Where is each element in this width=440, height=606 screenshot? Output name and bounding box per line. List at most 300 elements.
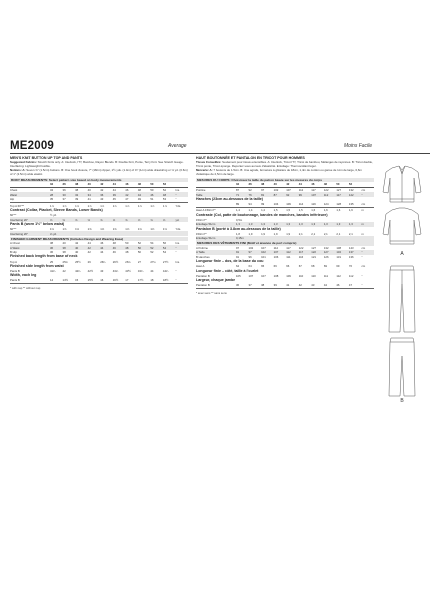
- cell: 48: [323, 182, 327, 187]
- cell: 52: [162, 188, 167, 193]
- row-label: Pantalon B: [196, 283, 210, 288]
- cell: 39: [75, 197, 79, 202]
- row-label: 60"**: [10, 227, 17, 232]
- pattern-code: ME2009: [10, 140, 55, 152]
- body-heading-en: BODY MEASUREMENTS: Select pattern size based on body measurements: [10, 178, 188, 182]
- cell: 135: [348, 202, 354, 207]
- cell: 25: [50, 259, 54, 264]
- row-label: 150cm**: [196, 217, 207, 222]
- cell: 42: [87, 250, 91, 255]
- row-label: Pants B: [10, 268, 20, 273]
- cell: 107: [286, 188, 291, 193]
- cell: 105: [236, 273, 241, 278]
- cell: ⅛ yd.: [50, 231, 57, 236]
- cell: 14: [50, 278, 54, 283]
- cell: 97: [236, 245, 240, 250]
- cell: 68: [311, 264, 315, 269]
- cell: 2,1: [323, 231, 328, 236]
- cell: 117: [311, 188, 316, 193]
- cell: 104: [273, 202, 279, 207]
- cell: 1,4: [261, 208, 265, 213]
- cell: 2,1: [348, 231, 353, 236]
- cell: 38: [261, 283, 265, 288]
- cell: 112: [286, 250, 291, 255]
- cell: 16: [100, 278, 104, 283]
- body-heading-fr: MESURES DU CORPS: Choisissez la taille du patron basée sur les mesures du corps: [196, 178, 374, 182]
- cell: 138: [336, 245, 342, 250]
- cell: 1,6: [348, 208, 353, 213]
- cell: 44: [137, 192, 141, 197]
- contrast-heading-en: Contrast (Collar, Placket, Sleeve Bands, Lower Bands): [10, 207, 103, 212]
- cell: ⅝: [162, 217, 166, 222]
- english-column: [10, 156, 188, 290]
- cell: 50: [150, 188, 154, 193]
- cell: 112: [323, 192, 329, 197]
- cell: 46: [112, 250, 116, 255]
- row-label: Top A: [10, 259, 17, 264]
- cell: 1,3: [273, 222, 278, 227]
- contrast-row-en: [10, 213, 188, 218]
- cell: ⅝: [150, 217, 153, 222]
- cell: 87: [236, 188, 240, 193]
- cell: 1⅞: [75, 203, 79, 208]
- cell: 1,3: [323, 222, 328, 227]
- cell: 42½: [87, 268, 94, 273]
- row-label: B Hip: [10, 250, 17, 255]
- cell: 1,9: [286, 231, 291, 236]
- table-row: [196, 188, 374, 193]
- cell: 1⅝: [50, 227, 54, 232]
- french-column: [196, 156, 374, 295]
- cell: ": [175, 278, 177, 283]
- cell: Ins.: [175, 188, 180, 193]
- cell: 52: [137, 241, 141, 245]
- cell: 99: [298, 192, 302, 197]
- cell: 47: [125, 197, 129, 202]
- cell: 43½: [125, 268, 131, 273]
- cell: 124: [323, 202, 329, 207]
- cell: ": [361, 192, 363, 197]
- cell: Ins.: [175, 241, 180, 245]
- cell: 28: [50, 192, 54, 197]
- cell: 46: [125, 182, 129, 187]
- cell: 34: [50, 182, 54, 187]
- row-label: B Hanches: [196, 254, 210, 259]
- cell: 36: [100, 192, 104, 197]
- cell: 40: [75, 245, 79, 250]
- pants-row-fr: [196, 232, 374, 237]
- cell: 51: [150, 197, 154, 202]
- cell: 48: [137, 182, 141, 187]
- cell: 1,3: [311, 222, 316, 227]
- cell: 109: [286, 202, 291, 207]
- cell: 44¼: [162, 268, 169, 273]
- cell: 1,3: [248, 222, 253, 227]
- cell: 102: [261, 250, 266, 255]
- cell: 34: [50, 188, 54, 193]
- cell: 44: [100, 245, 104, 250]
- cell: 96: [248, 254, 252, 259]
- cell: ⅝: [87, 217, 90, 222]
- cell: 48: [137, 188, 141, 193]
- cell: 16½: [112, 278, 119, 283]
- cell: 26¾: [125, 259, 131, 264]
- cell: 43: [100, 197, 104, 202]
- cell: 26: [87, 259, 91, 264]
- cell: 107: [273, 250, 279, 255]
- cell: 2,1: [298, 231, 303, 236]
- cell: 36: [62, 182, 66, 187]
- row-label: Top A 60"**: [10, 203, 24, 208]
- table-row: [10, 241, 188, 246]
- cell: ": [361, 283, 363, 288]
- cell: 1⅞: [137, 203, 142, 208]
- cell: 107: [248, 273, 254, 278]
- cell: 64: [248, 264, 252, 269]
- table-row: [10, 197, 188, 202]
- row-label: 60"**: [10, 213, 17, 218]
- cell: Yds.: [175, 227, 182, 232]
- cell: 50: [125, 241, 129, 245]
- cell: 1,4: [248, 208, 253, 213]
- finished-rows-fr: [196, 246, 374, 260]
- cell: 36: [236, 283, 240, 288]
- cell: 1,3: [286, 222, 291, 227]
- cell: 48: [162, 192, 167, 197]
- cell: ": [175, 268, 177, 273]
- cell: 76: [248, 192, 252, 197]
- cell: 36: [50, 245, 54, 250]
- cell: 17: [125, 278, 129, 283]
- cell: 66: [286, 264, 290, 269]
- cell: 52: [348, 182, 353, 187]
- cell: 44: [298, 182, 302, 187]
- cell: 36: [62, 188, 66, 193]
- cell: 40: [62, 241, 66, 245]
- cell: 52: [150, 250, 154, 255]
- cell: 54: [162, 245, 167, 250]
- cell: 1,5: [286, 208, 291, 213]
- notions-en: Notions: A: Seven ⅝" (1.5cm) buttons. B: One hook closure, 7" (18cm) zipper, 1½ yds. (1.4m) of ⅜" (1cm) wide drawstring or ⅝ yd. (0.6m) of 1" (2.5cm) wide elastic.: [10, 168, 188, 176]
- cell: 46: [112, 245, 116, 250]
- row-label: Entoilage 51cm: [196, 222, 216, 227]
- width-row-en: [10, 278, 188, 283]
- cell: 132: [348, 188, 354, 193]
- cell: 107: [261, 245, 266, 250]
- hanches-row-fr: [196, 202, 374, 207]
- cell: 50: [137, 245, 141, 250]
- cell: 1⅝: [100, 227, 105, 232]
- cell: 54: [150, 241, 154, 245]
- finished-rows-en: [10, 241, 188, 255]
- row-label: A Waist: [10, 245, 20, 250]
- cell: 122: [311, 250, 316, 255]
- cell: 42: [87, 245, 91, 250]
- cell: 1⅞: [50, 203, 54, 208]
- cell: ⅝: [137, 217, 141, 222]
- cell: 44: [112, 188, 116, 193]
- side-length-label-en: Finished side length from waist: [10, 263, 64, 268]
- finished-heading-fr: MESURES DES VÊTEMENTS FINI (Motif et aisance de port compris): [196, 241, 374, 245]
- side-length-label-fr: Longueur finie – côté, taille à l'ourlet: [196, 268, 259, 273]
- cell: 1⅝: [62, 227, 67, 232]
- cell: 18½: [162, 278, 169, 283]
- cell: 44: [87, 241, 91, 245]
- cell: 126: [323, 254, 329, 259]
- title-fr: HAUT BOUTONNÉE ET PANTALON EN TRICOT POUR HOMMES: [196, 156, 305, 160]
- cell: 92: [286, 192, 290, 197]
- cell: 44: [150, 268, 154, 273]
- fabrics-en: Suggested Fabrics: Stretch Knits only. A: Interlock, ITY, Bamboo, Rayon Blends. B: Double Knit, Ponte, Terry Knit. See Stretch Gauge. Interfacing: Lightweight Fusible.: [10, 159, 184, 168]
- cell: 122: [323, 188, 329, 193]
- side-length-row-en: [10, 269, 188, 274]
- cell: 42: [100, 182, 104, 187]
- cell: 50: [150, 182, 154, 187]
- cell: 25½: [75, 259, 81, 264]
- cell: 46: [150, 192, 154, 197]
- cell: 1,4: [236, 208, 240, 213]
- cell: ⅝: [100, 217, 103, 222]
- cell: 35: [50, 197, 54, 202]
- cell: 117: [336, 192, 341, 197]
- cell: ": [361, 250, 363, 255]
- row-label: A Poitrine: [196, 245, 208, 250]
- cell: 1⅝: [137, 227, 142, 232]
- cell: ⅝: [112, 217, 116, 222]
- cell: m: [361, 208, 364, 213]
- cell: 37: [62, 197, 66, 202]
- width-row-fr: [196, 283, 374, 288]
- cell: 101: [261, 254, 266, 259]
- cell: cm: [361, 188, 366, 193]
- cell: 36: [248, 182, 252, 187]
- cell: 136: [348, 254, 354, 259]
- cell: 114: [298, 202, 304, 207]
- pants-b-back-drawing: [389, 338, 415, 396]
- cell: 39: [112, 192, 116, 197]
- cell: 67: [298, 264, 302, 269]
- cell: ⅝: [50, 217, 53, 222]
- cell: 112: [348, 273, 354, 278]
- cell: m: [361, 222, 364, 227]
- cell: 1⅝: [75, 227, 79, 232]
- cell: 70: [348, 264, 353, 269]
- interfacing2-row-en: [10, 231, 188, 236]
- cell: 122: [298, 245, 304, 250]
- cell: ": [175, 192, 177, 197]
- cell: 1⅝: [162, 227, 167, 232]
- header-rule: [10, 153, 430, 154]
- cell: 53: [162, 197, 167, 202]
- fabrics-fr: Tissus Conseillés: Seulement pour tissus extensibles. A: Interlock, Tricot ITY, Tricot de bambou, Mélanges de rayonnes. B: Tricot double, Tricot ponte, Tricot éponge. Reportez-vous au taux d'élasticité. Entoilage: Thermocollant léger.: [196, 159, 373, 168]
- row-label: Hip: [10, 197, 15, 202]
- back-length-label-fr: Longueur finie – dos, de la base du cou: [196, 259, 264, 264]
- cell: 25¼: [62, 259, 68, 264]
- width-label-en: Width, each leg: [10, 273, 37, 278]
- table-row: [10, 188, 188, 193]
- cell: 43¼: [112, 268, 119, 273]
- cell: 1,3: [261, 222, 265, 227]
- cell: 56: [162, 241, 167, 245]
- table-row: [10, 245, 188, 250]
- cell: 44: [112, 182, 116, 187]
- cell: 43¾: [137, 268, 144, 273]
- cell: ⅝: [75, 217, 78, 222]
- entoilage2-row-fr: [196, 236, 374, 241]
- level-en: Average: [168, 143, 187, 149]
- top-a-front-drawing: [383, 166, 421, 202]
- back-length-row-fr: [196, 264, 374, 269]
- cell: 17½: [137, 278, 144, 283]
- cell: 52: [162, 182, 167, 187]
- row-label: Interfacing 20": [10, 217, 28, 222]
- cell: 1⅞: [62, 203, 67, 208]
- cell: yd.: [175, 217, 180, 222]
- contrast-row-fr: [196, 218, 374, 223]
- row-label: Taille: [196, 192, 203, 197]
- level-fr: Moins Facile: [344, 143, 373, 149]
- cell: 54: [162, 250, 167, 255]
- cell: ": [175, 245, 177, 250]
- cell: 87: [273, 192, 277, 197]
- cell: ": [175, 250, 177, 255]
- cell: 1,6: [311, 208, 316, 213]
- cell: 119: [311, 202, 316, 207]
- cell: 27½: [162, 259, 169, 264]
- cell: 117: [286, 245, 291, 250]
- back-length-label-en: Finished back length from base of neck: [10, 254, 78, 259]
- cell: cm: [361, 264, 366, 269]
- cell: 45: [112, 197, 116, 202]
- cell: 44: [323, 283, 327, 288]
- cell: 38: [75, 182, 79, 187]
- pants-heading-en: Pants B (worn 1½" below waist): [10, 221, 65, 226]
- cell: 42: [62, 268, 66, 273]
- footnote-en: * with nap ** without nap: [10, 285, 41, 290]
- cell: 132: [336, 250, 342, 255]
- cell: 112: [273, 245, 279, 250]
- cell: 40: [273, 182, 277, 187]
- cell: 65: [261, 264, 265, 269]
- cell: 1⅝: [150, 227, 155, 232]
- cell: 39: [273, 283, 277, 288]
- cell: 107: [311, 192, 316, 197]
- cell: 69: [336, 264, 340, 269]
- cell: Yds.: [175, 203, 182, 208]
- cell: 46: [336, 283, 340, 288]
- cell: 46: [125, 188, 129, 193]
- finished-heading-en: FINISHED GARMENT MEASUREMENTS (Includes Design and Wearing Ease): [10, 237, 188, 241]
- cell: 42: [298, 283, 302, 288]
- cell: 1,9: [261, 231, 265, 236]
- cell: 15½: [87, 278, 94, 283]
- cell: 27¼: [150, 259, 156, 264]
- cell: 131: [336, 254, 342, 259]
- row-label: Haut A 150cm**: [196, 208, 216, 213]
- hanches-label-fr: Hanches (23cm au-dessous de la taille): [196, 196, 263, 201]
- cell: 1,3: [236, 222, 240, 227]
- cell: 107: [261, 273, 266, 278]
- cell: 44: [100, 250, 104, 255]
- cell: ⅝: [62, 217, 65, 222]
- row-label: Pantalon B: [196, 273, 210, 278]
- cell: 1⅞: [162, 203, 167, 208]
- cell: 1,8: [236, 231, 240, 236]
- cell: 42: [100, 188, 104, 193]
- cell: 0,15m: [236, 236, 244, 241]
- row-label: Chest: [10, 188, 18, 193]
- pants-b-front-drawing: [389, 266, 415, 332]
- cell: 18: [150, 278, 154, 283]
- cell: [175, 182, 188, 186]
- cell: 110: [311, 273, 316, 278]
- cell: 50: [336, 182, 340, 187]
- cell: 1,5: [273, 208, 278, 213]
- cell: ": [175, 197, 177, 202]
- cell: 127: [323, 250, 329, 255]
- cell: 1,3: [336, 222, 341, 227]
- cell: 128: [336, 202, 342, 207]
- cell: 1⅞: [112, 203, 117, 208]
- cell: 40: [75, 250, 79, 255]
- cell: 1⅝: [125, 227, 130, 232]
- cell: 27: [137, 259, 141, 264]
- cell: 46: [100, 241, 104, 245]
- cell: cm: [361, 245, 366, 250]
- cell: 42: [125, 192, 129, 197]
- cell: 40: [87, 188, 91, 193]
- cell: 42: [75, 241, 79, 245]
- cell: ⅝: [125, 217, 128, 222]
- row-label: Entoilage 51cm: [196, 236, 216, 241]
- width-label-fr: Largeur, chaque jambe: [196, 278, 236, 283]
- cell: ": [361, 254, 363, 259]
- cell: 111: [323, 273, 329, 278]
- cell: 110: [298, 273, 304, 278]
- cell: 116: [298, 254, 304, 259]
- cell: 91: [236, 250, 240, 255]
- cell: 106: [273, 254, 279, 259]
- cell: 1⅝: [112, 227, 117, 232]
- cell: 1,9: [248, 231, 253, 236]
- cell: 48: [125, 245, 129, 250]
- cell: Ins.: [175, 259, 180, 264]
- cell: 1,6: [323, 208, 328, 213]
- cell: 47: [348, 283, 353, 288]
- cell: 43: [100, 268, 104, 273]
- cell: m: [361, 231, 364, 236]
- cell: 122: [348, 192, 354, 197]
- cell: 112: [336, 273, 341, 278]
- view-label-a: A: [400, 251, 404, 257]
- cell: 92: [248, 188, 252, 193]
- cell: 1⅞: [125, 203, 130, 208]
- cell: 143: [348, 245, 354, 250]
- cell: 2,1: [311, 231, 316, 236]
- cell: 42¼: [75, 268, 81, 273]
- cell: 14½: [62, 278, 68, 283]
- cell: 49: [137, 197, 141, 202]
- cell: 38: [75, 188, 79, 193]
- cell: 69: [323, 264, 327, 269]
- cell: 112: [298, 188, 304, 193]
- cell: 71: [236, 192, 240, 197]
- cell: 108: [273, 273, 279, 278]
- cell: 1⅝: [87, 227, 92, 232]
- cell: 37: [248, 283, 252, 288]
- cell: 38: [62, 250, 66, 255]
- cell: 50: [137, 250, 141, 255]
